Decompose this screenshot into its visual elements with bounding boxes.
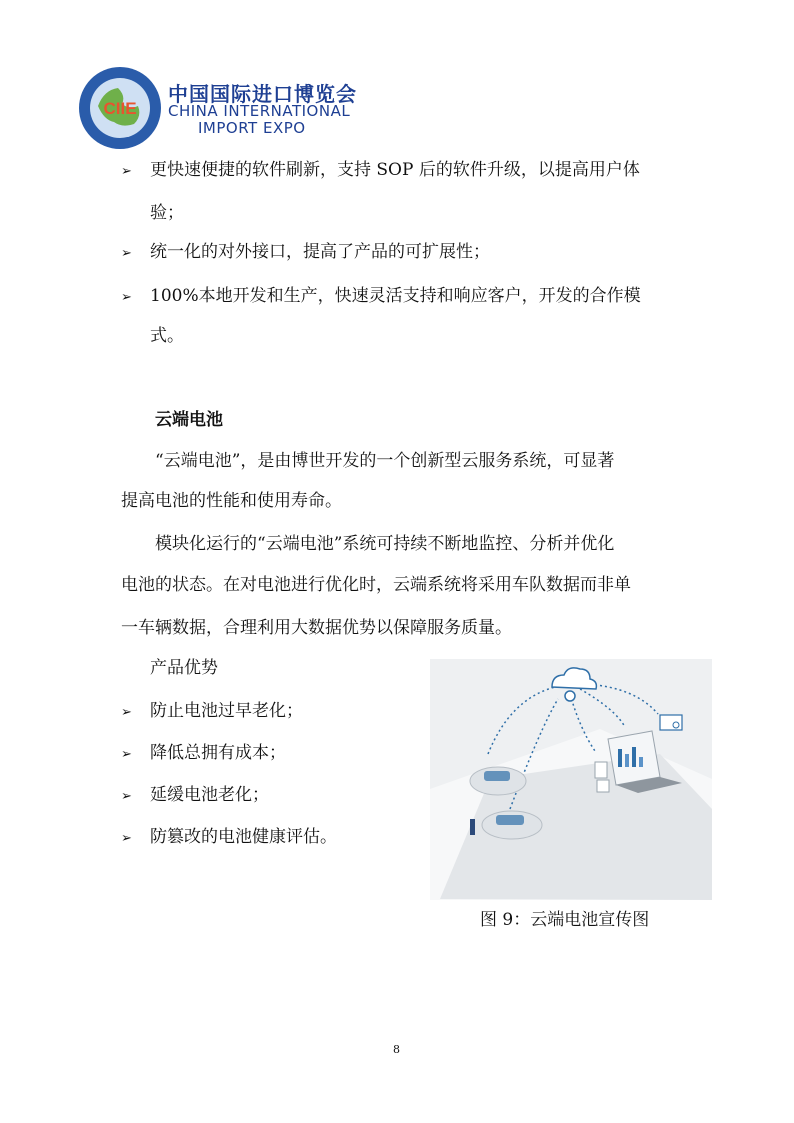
logo-chinese-title: 中国国际进口博览会 <box>168 82 357 106</box>
list-item-continuation: 式。 <box>150 326 184 346</box>
bullet-icon: ➢ <box>121 164 132 179</box>
advantage-item: 降低总拥有成本； <box>150 743 286 763</box>
advantage-item: 延缓电池老化； <box>150 785 269 805</box>
bullet-icon: ➢ <box>121 747 132 762</box>
paragraph-line: “云端电池”，是由博世开发的一个创新型云服务系统，可显著 <box>155 451 615 471</box>
paragraph-line: 模块化运行的“云端电池”系统可持续不断地监控、分析并优化 <box>155 534 615 554</box>
bullet-icon: ➢ <box>121 246 132 261</box>
page-number: 8 <box>393 1043 400 1056</box>
ciie-globe-logo <box>78 66 162 150</box>
paragraph-line: 一车辆数据，合理利用大数据优势以保障服务质量。 <box>121 618 512 638</box>
figure-caption: 图 9：云端电池宣传图 <box>480 910 650 930</box>
section-heading: 云端电池 <box>155 410 223 430</box>
advantage-item: 防止电池过早老化； <box>150 701 303 721</box>
car-icon <box>482 811 542 839</box>
bullet-icon: ➢ <box>121 290 132 305</box>
paragraph-line: 电池的状态。在对电池进行优化时，云端系统将采用车队数据而非单 <box>121 575 631 595</box>
car-icon <box>470 767 526 795</box>
bullet-icon: ➢ <box>121 789 132 804</box>
logo-mark-text: CIIE <box>103 99 137 118</box>
list-item: 100%本地开发和生产，快速灵活支持和响应客户，开发的合作模 <box>150 286 641 306</box>
certificate-icon <box>660 715 682 730</box>
charger-icon <box>470 819 475 835</box>
list-item-continuation: 验； <box>150 203 184 223</box>
advantage-item: 防篡改的电池健康评估。 <box>150 827 337 847</box>
logo-english-line2: IMPORT EXPO <box>198 119 306 137</box>
logo-english-line1: CHINA INTERNATIONAL <box>168 102 351 120</box>
list-item: 更快速便捷的软件刷新，支持 SOP 后的软件升级，以提高用户体 <box>150 160 640 180</box>
bullet-icon: ➢ <box>121 705 132 720</box>
advantages-label: 产品优势 <box>150 658 218 678</box>
cloud-battery-illustration <box>430 659 712 900</box>
paragraph-line: 提高电池的性能和使用寿命。 <box>121 491 342 511</box>
bullet-icon: ➢ <box>121 831 132 846</box>
list-item: 统一化的对外接口，提高了产品的可扩展性； <box>150 242 490 262</box>
